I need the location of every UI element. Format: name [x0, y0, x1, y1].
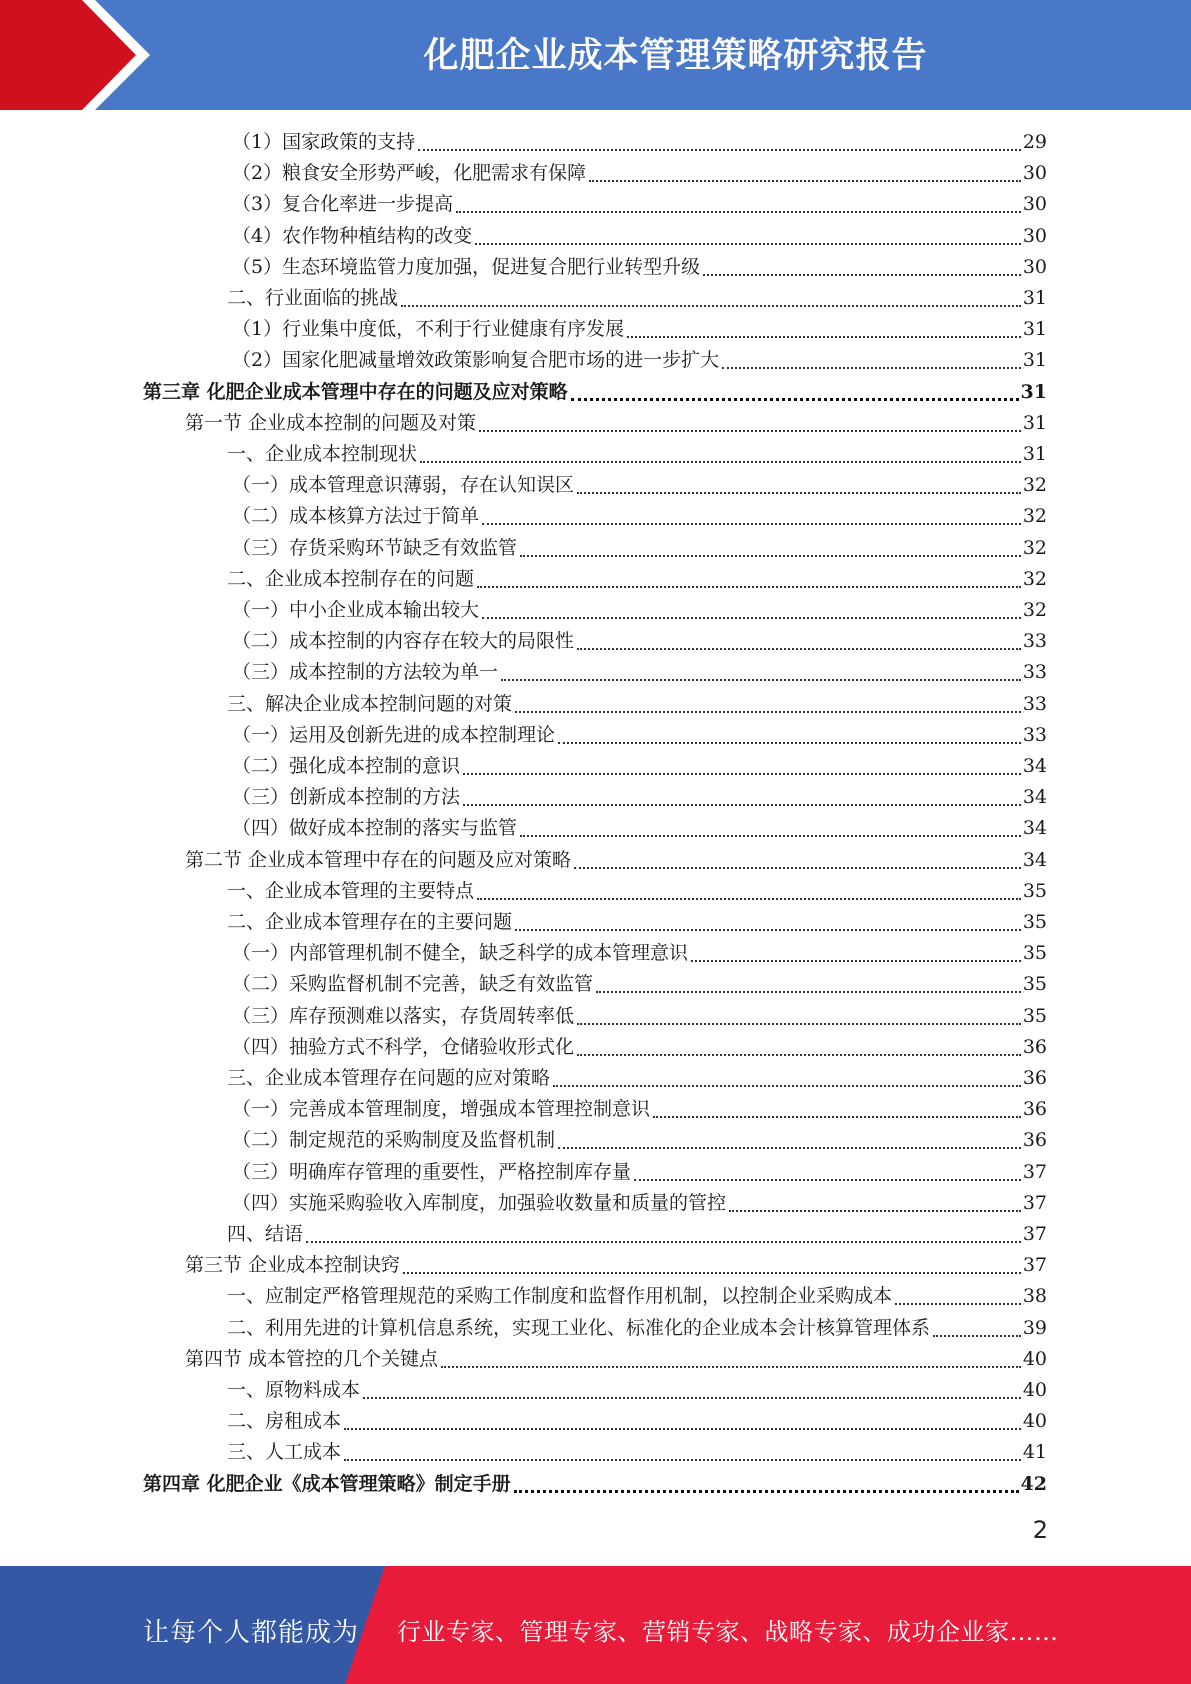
toc-entry-page: 33	[1022, 661, 1047, 684]
toc-entry-page: 35	[1022, 911, 1047, 933]
toc-entry-row[interactable]	[185, 1250, 1047, 1280]
toc-entry-row[interactable]	[227, 689, 1047, 719]
toc-entry-title: （一）中小企业成本输出较大	[232, 599, 480, 621]
toc-leader-dots	[344, 1428, 1021, 1430]
toc-leader-dots	[363, 1397, 1021, 1399]
toc-leader-dots	[501, 679, 1021, 681]
toc-entry-title: （三）库存预测难以落实，存货周转率低	[232, 1004, 575, 1027]
toc-entry-title: （二）成本控制的内容存在较大的局限性	[232, 630, 575, 653]
toc-entry-page: 39	[1022, 1316, 1047, 1339]
toc-entry-row[interactable]	[232, 158, 1047, 188]
toc-entry-row[interactable]	[232, 657, 1047, 687]
toc-entry-page: 33	[1022, 630, 1047, 653]
toc-entry-title: 一、原物料成本	[227, 1379, 361, 1401]
toc-leader-dots	[401, 305, 1021, 307]
toc-entry-title: 一、企业成本管理的主要特点	[227, 879, 475, 902]
toc-entry-page: 30	[1022, 255, 1047, 278]
toc-entry-title: （四）抽验方式不科学，仓储验收形式化	[232, 1035, 575, 1058]
toc-entry-title: 二、企业成本控制存在的问题	[227, 567, 475, 590]
toc-entry-title: （四）实施采购验收入库制度，加强验收数量和质量的管控	[232, 1191, 727, 1214]
toc-entry-row[interactable]	[232, 1001, 1047, 1031]
toc-entry-title: （三）创新成本控制的方法	[232, 786, 461, 809]
toc-leader-dots	[515, 929, 1021, 931]
toc-entry-page: 32	[1022, 599, 1047, 621]
toc-leader-dots	[577, 648, 1021, 650]
toc-entry-page: 36	[1022, 1035, 1047, 1058]
toc-entry-row[interactable]	[232, 1157, 1047, 1187]
footer-slogan-right: 行业专家、管理专家、营销专家、战略专家、成功企业家……	[397, 1618, 1059, 1646]
toc-leader-dots	[520, 555, 1021, 557]
toc-entry-page: 31	[1022, 287, 1047, 309]
toc-entry-page: 37	[1022, 1254, 1047, 1277]
toc-entry-page: 33	[1022, 723, 1047, 746]
red-chevron-decoration	[0, 0, 160, 110]
toc-entry-page: 34	[1022, 848, 1047, 871]
toc-leader-dots	[933, 1335, 1021, 1337]
toc-leader-dots	[577, 1023, 1021, 1025]
toc-entry-row[interactable]	[232, 595, 1047, 625]
footer-slogan-left: 让每个人都能成为	[143, 1618, 360, 1648]
toc-entry-title: （1）行业集中度低，不利于行业健康有序发展	[232, 318, 625, 341]
toc-entry-row[interactable]	[227, 439, 1047, 469]
toc-leader-dots	[418, 149, 1021, 151]
toc-entry-page: 29	[1022, 131, 1047, 153]
toc-entry-page: 34	[1022, 755, 1047, 777]
toc-leader-dots	[558, 742, 1021, 744]
page-number: 2	[1032, 1516, 1048, 1544]
toc-entry-page: 37	[1022, 1160, 1047, 1183]
toc-entry-page: 31	[1022, 443, 1047, 465]
toc-entry-title: 第四章 化肥企业《成本管理策略》制定手册	[143, 1472, 511, 1495]
toc-leader-dots	[441, 1366, 1021, 1368]
toc-entry-title: （二）成本核算方法过于简单	[232, 505, 480, 528]
toc-entry-title: 四、结语	[227, 1223, 304, 1245]
toc-entry-row[interactable]	[227, 283, 1047, 313]
toc-entry-page: 31	[1020, 380, 1047, 403]
toc-leader-dots	[306, 1241, 1021, 1243]
toc-entry-title: 二、行业面临的挑战	[227, 287, 399, 309]
toc-leader-dots	[463, 773, 1021, 775]
toc-entry-title: （一）完善成本管理制度，增强成本管理控制意识	[232, 1098, 651, 1121]
toc-leader-dots	[577, 1054, 1021, 1056]
toc-entry-title: （三）明确库存管理的重要性，严格控制库存量	[232, 1160, 632, 1183]
toc-entry-title: （2）粮食安全形势严峻，化肥需求有保障	[232, 162, 587, 185]
toc-entry-page: 32	[1022, 474, 1047, 497]
toc-leader-dots	[729, 1210, 1021, 1212]
toc-entry-row[interactable]	[227, 1063, 1047, 1093]
toc-entry-row[interactable]	[232, 1032, 1047, 1062]
toc-entry-row[interactable]	[185, 1344, 1047, 1374]
toc-leader-dots	[403, 1272, 1021, 1274]
toc-entry-row[interactable]	[232, 533, 1047, 563]
toc-entry-page: 37	[1022, 1191, 1047, 1214]
toc-entry-row[interactable]	[232, 345, 1047, 375]
toc-entry-title: 第四节 成本管控的几个关键点	[185, 1347, 439, 1370]
toc-entry-row[interactable]	[232, 1188, 1047, 1218]
toc-leader-dots	[653, 1116, 1021, 1118]
toc-entry-title: 一、企业成本控制现状	[227, 443, 418, 465]
toc-entry-page: 41	[1022, 1441, 1047, 1464]
toc-leader-dots	[482, 617, 1021, 619]
toc-leader-dots	[515, 711, 1021, 713]
toc-entry-row[interactable]	[185, 845, 1047, 875]
toc-entry-page: 35	[1022, 1004, 1047, 1027]
toc-entry-page: 34	[1022, 817, 1047, 840]
toc-entry-page: 35	[1022, 973, 1047, 996]
toc-entry-page: 36	[1022, 1129, 1047, 1152]
toc-leader-dots	[571, 398, 1019, 401]
toc-entry-page: 40	[1022, 1347, 1047, 1370]
toc-entry-row[interactable]	[232, 720, 1047, 750]
toc-leader-dots	[895, 1303, 1021, 1305]
toc-entry-title: （4）农作物种植结构的改变	[232, 224, 473, 247]
toc-leader-dots	[577, 492, 1021, 494]
toc-entry-page: 37	[1022, 1223, 1047, 1245]
toc-entry-page: 32	[1022, 536, 1047, 559]
toc-entry-row[interactable]	[227, 1313, 1047, 1343]
toc-entry-page: 31	[1022, 349, 1047, 372]
toc-leader-dots	[558, 1147, 1021, 1149]
toc-entry-row[interactable]	[227, 564, 1047, 594]
toc-entry-title: （二）强化成本控制的意识	[232, 755, 461, 777]
toc-entry-row[interactable]	[232, 1094, 1047, 1124]
toc-entry-row[interactable]	[232, 813, 1047, 843]
toc-leader-dots	[477, 586, 1021, 588]
toc-entry-row[interactable]	[232, 782, 1047, 812]
toc-entry-title: 二、利用先进的计算机信息系统，实现工业化、标准化的企业成本会计核算管理体系	[227, 1316, 931, 1339]
toc-entry-row[interactable]	[227, 907, 1047, 937]
toc-entry-title: 三、人工成本	[227, 1441, 342, 1464]
toc-entry-page: 30	[1022, 162, 1047, 185]
toc-entry-title: （四）做好成本控制的落实与监管	[232, 817, 518, 840]
toc-entry-title: （二）制定规范的采购制度及监督机制	[232, 1129, 556, 1152]
toc-entry-title: 二、企业成本管理存在的主要问题	[227, 911, 513, 933]
toc-entry-title: 第二节 企业成本管理中存在的问题及应对策略	[185, 848, 572, 871]
toc-entry-title: （三）成本控制的方法较为单一	[232, 661, 499, 684]
toc-entry-title: 第一节 企业成本控制的问题及对策	[185, 411, 477, 434]
toc-leader-dots	[482, 523, 1021, 525]
toc-entry-title: 一、应制定严格管理规范的采购工作制度和监督作用机制，以控制企业采购成本	[227, 1285, 893, 1308]
toc-entry-row[interactable]	[227, 1375, 1047, 1405]
toc-entry-page: 32	[1022, 567, 1047, 590]
toc-entry-row[interactable]	[227, 1406, 1047, 1436]
toc-entry-title: 三、企业成本管理存在问题的应对策略	[227, 1067, 551, 1089]
toc-entry-row[interactable]	[232, 314, 1047, 344]
toc-entry-title: （1）国家政策的支持	[232, 131, 416, 153]
toc-leader-dots	[703, 274, 1021, 276]
toc-entry-page: 40	[1022, 1379, 1047, 1401]
toc-entry-row[interactable]	[232, 751, 1047, 781]
toc-entry-page: 36	[1022, 1067, 1047, 1089]
toc-leader-dots	[514, 1490, 1019, 1493]
toc-leader-dots	[475, 243, 1021, 245]
toc-entry-row[interactable]	[232, 501, 1047, 531]
toc-entry-page: 33	[1022, 692, 1047, 715]
toc-entry-page: 42	[1020, 1472, 1047, 1495]
toc-leader-dots	[634, 1179, 1021, 1181]
toc-leader-dots	[420, 461, 1021, 463]
toc-leader-dots	[627, 336, 1021, 338]
toc-entry-title: 第三章 化肥企业成本管理中存在的问题及应对策略	[143, 380, 568, 403]
toc-entry-row[interactable]	[232, 626, 1047, 656]
toc-entry-title: （一）内部管理机制不健全，缺乏科学的成本管理意识	[232, 942, 689, 965]
toc-entry-title: （3）复合化率进一步提高	[232, 193, 454, 216]
toc-leader-dots	[574, 867, 1021, 869]
toc-entry-page: 38	[1022, 1285, 1047, 1308]
toc-entry-page: 31	[1022, 318, 1047, 341]
toc-entry-row[interactable]	[232, 1125, 1047, 1155]
toc-leader-dots	[691, 960, 1021, 962]
toc-leader-dots	[463, 804, 1021, 806]
toc-entry-row[interactable]	[232, 252, 1047, 282]
toc-leader-dots	[344, 1459, 1021, 1461]
toc-chapter-row[interactable]	[143, 1469, 1047, 1499]
toc-entry-page: 40	[1022, 1410, 1047, 1433]
toc-entry-page: 31	[1022, 411, 1047, 434]
toc-entry-title: （二）采购监督机制不完善，缺乏有效监管	[232, 973, 594, 996]
toc-entry-page: 35	[1022, 879, 1047, 902]
toc-entry-row[interactable]	[185, 408, 1047, 438]
toc-leader-dots	[520, 835, 1021, 837]
toc-entry-row[interactable]	[227, 1281, 1047, 1311]
report-title: 化肥企业成本管理策略研究报告	[423, 36, 928, 76]
toc-entry-row[interactable]	[232, 470, 1047, 500]
toc-leader-dots	[477, 898, 1021, 900]
toc-entry-title: （一）运用及创新先进的成本控制理论	[232, 723, 556, 746]
toc-leader-dots	[479, 430, 1021, 432]
toc-entry-page: 35	[1022, 942, 1047, 965]
toc-entry-title: （三）存货采购环节缺乏有效监管	[232, 536, 518, 559]
toc-entry-title: 二、房租成本	[227, 1410, 342, 1433]
toc-leader-dots	[589, 180, 1021, 182]
toc-entry-row[interactable]	[227, 1437, 1047, 1467]
toc-entry-page: 30	[1022, 193, 1047, 216]
toc-entry-page: 34	[1022, 786, 1047, 809]
toc-entry-row[interactable]	[227, 1219, 1047, 1249]
toc-entry-page: 30	[1022, 224, 1047, 247]
toc-entry-title: （2）国家化肥减量增效政策影响复合肥市场的进一步扩大	[232, 349, 720, 372]
toc-entry-page: 36	[1022, 1098, 1047, 1121]
toc-entry-row[interactable]	[232, 938, 1047, 968]
toc-entry-row[interactable]	[232, 221, 1047, 251]
toc-entry-page: 32	[1022, 505, 1047, 528]
toc-leader-dots	[722, 367, 1021, 369]
toc-entry-row[interactable]	[227, 876, 1047, 906]
toc-entry-title: （5）生态环境监管力度加强，促进复合肥行业转型升级	[232, 255, 701, 278]
toc-leader-dots	[553, 1085, 1021, 1087]
toc-entry-title: （一）成本管理意识薄弱，存在认知误区	[232, 474, 575, 497]
page-footer	[0, 1566, 1191, 1684]
toc-entry-row[interactable]	[232, 189, 1047, 219]
page-header	[0, 0, 1191, 110]
toc-leader-dots	[456, 211, 1021, 213]
toc-entry-row[interactable]	[232, 969, 1047, 999]
toc-entry-row[interactable]	[232, 127, 1047, 157]
toc-entry-title: 第三节 企业成本控制诀窍	[185, 1254, 401, 1277]
toc-chapter-row[interactable]	[143, 377, 1047, 407]
toc-leader-dots	[596, 991, 1021, 993]
toc-entry-title: 三、解决企业成本控制问题的对策	[227, 692, 513, 715]
